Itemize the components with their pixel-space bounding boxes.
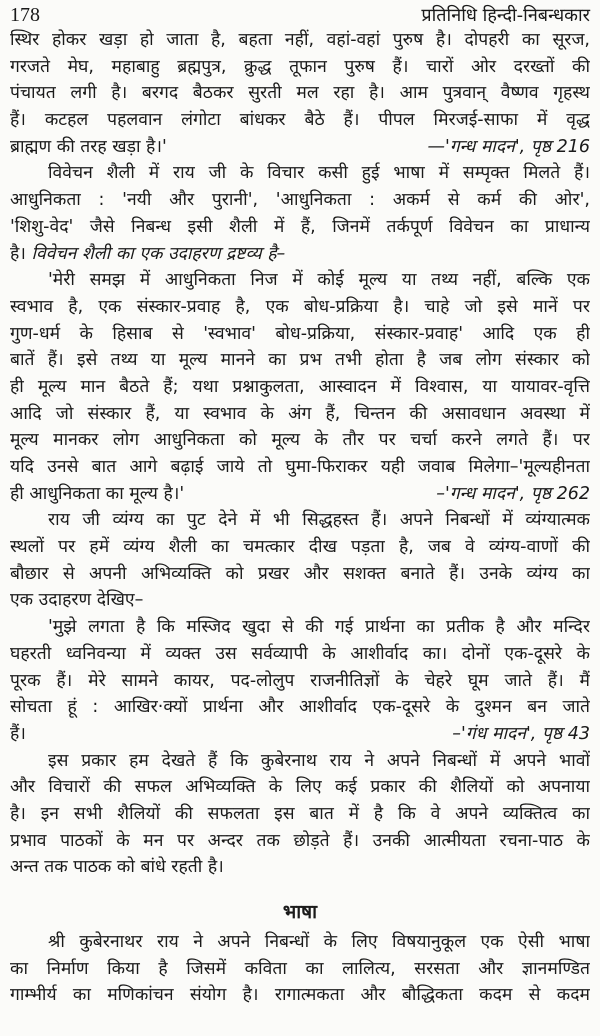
line-text: ही मूल्य मान बैठते हैं; यथा प्रश्नाकुलता, आस्वादन में विश्वास, या यायावर-वृत्ति: [10, 376, 590, 397]
line-text: है।: [10, 243, 32, 264]
text-line: [10, 614, 590, 641]
text-line: [10, 294, 590, 321]
text-line: [10, 481, 590, 508]
text-line: [10, 828, 590, 855]
line-text: स्थिर होकर खड़ा हो जाता है, बहता नहीं, वहां-वहां पुरुष है। दोपहरी का सूरज,: [10, 30, 590, 50]
text-line: [10, 401, 590, 428]
text-line: [10, 54, 590, 81]
text-line: [10, 267, 590, 294]
line-text: ब्राह्मण की तरह खड़ा है।': [10, 136, 167, 157]
line-text: स्थलों पर हमें व्यंग्य शैली का चमत्कार दीख पड़ता है, जब वे व्यंग्य-वाणों की: [10, 537, 590, 558]
line-text: का निर्माण किया है जिसमें कविता का लालित्य, सरसता और ज्ञानमण्डित: [10, 958, 590, 979]
line-text: एक उदाहरण देखिए–: [10, 590, 144, 611]
line-text: पूरक हैं। मेरे सामने कायर, पद-लोलुप राजनीतिज्ञों के चेहरे घूम जाते हैं। मैं: [10, 670, 590, 691]
line-text: ही आधुनिकता का मूल्य है।': [10, 483, 185, 504]
text-line: [10, 721, 590, 748]
citation: –'गंध मादन', पृष्ठ 43: [452, 723, 590, 744]
text-before-heading: [10, 27, 590, 881]
line-text: हैं। कटहल पहलवान लंगोटा बांधकर बैठे हैं। पीपल मिरजई-साफा में वृद्ध: [10, 110, 590, 131]
line-text: गुण-धर्म के हिसाब से 'स्वभाव' बोध-प्रक्रिया, संस्कार-प्रवाह' आदि एक ही: [10, 323, 590, 344]
line-text: 'शिशु-वेद' जैसे निबन्ध इसी शैली में हैं, जिनमें तर्कपूर्ण विवेचन का प्राधान्य: [10, 216, 590, 237]
text-line: [10, 347, 590, 374]
line-text: प्रभाव पाठकों के मन पर अन्दर तक छोड़ते हैं। उनकी आत्मीयता रचना-पाठ के: [10, 830, 590, 851]
text-line: [10, 454, 590, 481]
text-line: [10, 507, 590, 534]
text-line: [10, 854, 590, 881]
line-text: आदि जो संस्कार हैं, या स्वभाव के अंग हैं, चिन्तन की असावधान अवस्था में: [10, 403, 590, 424]
citation: —'गन्ध मादन', पृष्ठ 216: [427, 136, 590, 157]
text-line: [10, 187, 590, 214]
line-text: बातें हैं। इसे तथ्य या मूल्य मानने का प्रभ तभी होता है जब लोग संस्कार को: [10, 350, 590, 371]
text-line: [10, 160, 590, 187]
text-line: [10, 134, 590, 161]
text-line: [10, 641, 590, 668]
line-text: 'मुझे लगता है कि मस्जिद खुदा से की गई प्रार्थना का प्रतीक है और मन्दिर: [48, 617, 590, 638]
line-text: आधुनिकता : 'नयी और पुरानी', 'आधुनिकता : अकर्म से कर्म की ओर',: [10, 190, 590, 211]
line-text: घहरती ध्वनिवन्या में व्यक्त उस सर्वव्यापी के आशीर्वाद का। दोनों एक-दूसरे के: [10, 643, 590, 664]
line-text: 'मेरी समझ में आधुनिकता निज में कोई मूल्य या तथ्य नहीं, बल्कि एक: [48, 270, 590, 291]
line-text: और विचारों की सफल अभिव्यक्ति के लिए कई प्रकार की शैलियों को अपनाया: [10, 777, 590, 798]
line-text: सोचता हूं : आखिर·क्यों प्रार्थना और आशीर्वाद एक-दूसरे के दुश्मन बन जाते: [10, 697, 590, 718]
text-line: [10, 929, 590, 956]
text-line: [10, 214, 590, 241]
line-text: स्वभाव है, एक संस्कार-प्रवाह है, एक बोध-प्रक्रिया है। चाहे जो इसे मानें पर: [10, 296, 590, 317]
text-line: [10, 956, 590, 983]
italic-text: विवेचन शैली का एक उदाहरण द्रष्टव्य है–: [31, 243, 286, 264]
text-line: [10, 427, 590, 454]
running-title: प्रतिनिधि हिन्दी-निबन्धकार: [421, 5, 590, 26]
text-line: [10, 587, 590, 614]
line-text: राय जी व्यंग्य का पुट देने में भी सिद्धहस्त हैं। अपने निबन्धों में व्यंग्यात्मक: [48, 510, 590, 531]
page-body: [10, 27, 590, 1009]
text-line: [10, 321, 590, 348]
text-line: [10, 374, 590, 401]
line-text: यदि उनसे बात आगे बढ़ाई जाये तो घुमा-फिराकर यही जवाब मिलेगा–'मूल्यहीनता: [10, 457, 590, 477]
line-text: पंचायत लगी है। बरगद बैठकर सुरती मल रहा है। आम पुत्रवान् वैष्णव गृहस्थ: [10, 83, 590, 104]
line-text: इस प्रकार हम देखते हैं कि कुबेरनाथ राय ने अपने निबन्धों में अपने भावों: [48, 750, 590, 771]
text-line: [10, 80, 590, 107]
line-text: विवेचन शैली में राय जी के विचार कसी हुई भाषा में सम्पृक्त मिलते हैं।: [48, 163, 590, 184]
line-text: श्री कुबेरनाथर राय ने अपने निबन्धों के लिए विषयानुकूल एक ऐसी भाषा: [48, 932, 590, 952]
line-text: बौछार से अपनी अभिव्यक्ति को प्रखर और सशक्त बनाते हैं। उनके व्यंग्य का: [10, 563, 590, 584]
text-line: [10, 561, 590, 588]
line-text: गरजते मेघ, महाबाहु ब्रह्मपुत्र, क्रुद्ध तूफान पुरुष हैं। चारों ओर दरख्तों की: [10, 56, 590, 77]
text-line: [10, 982, 590, 1009]
page-header: [10, 2, 590, 28]
line-text: गाम्भीर्य का मणिकांचन संयोग है। रागात्मकता और बौद्धिकता कदम से कदम: [10, 985, 590, 1006]
text-line: [10, 668, 590, 695]
page-number: 178: [10, 3, 40, 26]
text-line: [10, 27, 590, 54]
text-line: [10, 694, 590, 721]
line-text: अन्त तक पाठक को बांधे रहती है।: [10, 857, 224, 878]
text-line: [10, 801, 590, 828]
citation: –'गन्ध मादन', पृष्ठ 262: [436, 483, 590, 504]
text-line: [10, 774, 590, 801]
line-text: है। इन सभी शैलियों की सफलता इस बात में है कि वे अपने व्यक्तित्व का: [10, 803, 590, 824]
text-line: [10, 534, 590, 561]
text-line: [10, 748, 590, 775]
section-heading: भाषा: [282, 901, 318, 923]
line-text: हैं।: [10, 723, 26, 744]
text-line: [10, 241, 590, 268]
line-text: मूल्य मानकर लोग आधुनिकता को मूल्य के तौर पर चर्चा करने लगते हैं। पर: [10, 430, 590, 451]
text-line: [10, 107, 590, 134]
text-after-heading: [10, 929, 590, 1009]
